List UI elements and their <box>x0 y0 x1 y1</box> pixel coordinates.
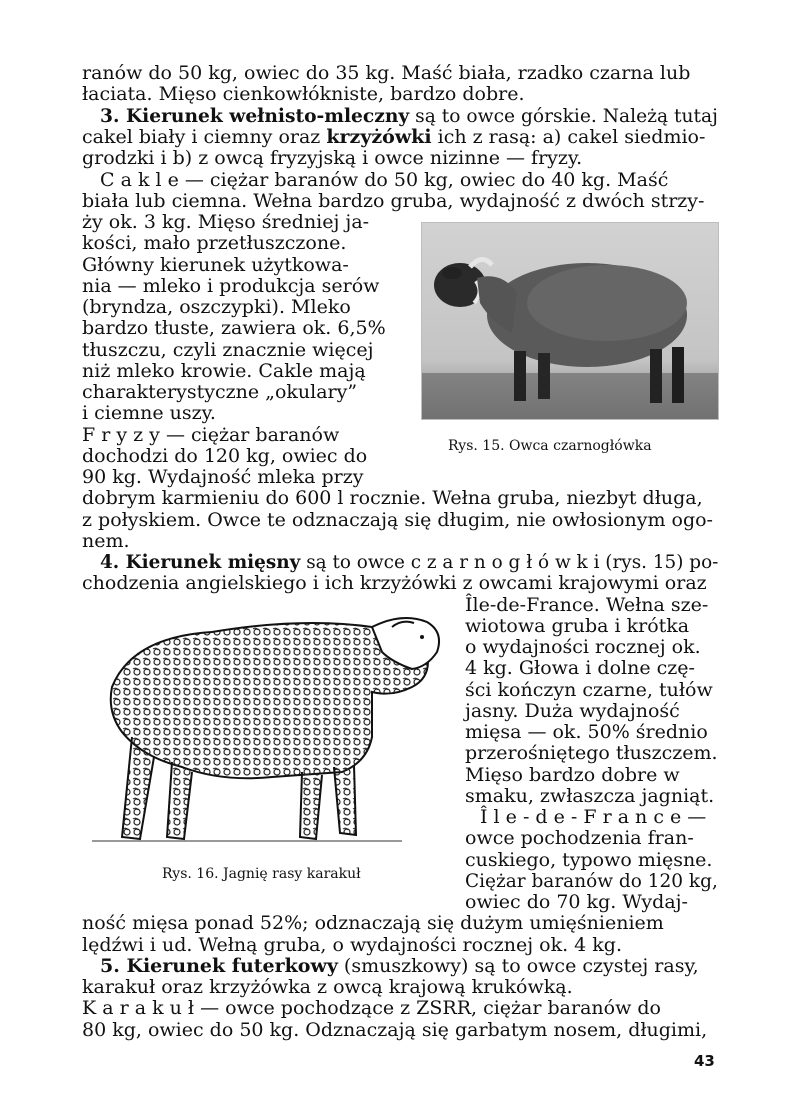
text-line <box>82 255 349 277</box>
text-line <box>465 595 708 617</box>
text-line <box>82 297 351 319</box>
text-line <box>82 212 369 234</box>
text-span: niż mleko krowie. Cakle mają <box>82 360 366 382</box>
text-span: cakel biały i ciemny oraz <box>82 126 327 148</box>
text-span: owce pochodzenia fran- <box>465 827 694 849</box>
figure-16-drawing <box>72 597 452 849</box>
text-line <box>82 233 346 255</box>
text-span: charakterystyczne „okulary” <box>82 381 358 403</box>
text-span: biała lub ciemna. Wełna bardzo gruba, wydajność z dwóch strzy- <box>82 190 705 212</box>
text-span: owiec do 70 kg. Wydaj- <box>465 891 688 913</box>
text-span: K a r a k u ł — owce pochodzące z ZSRR, ciężar baranów do <box>82 997 661 1019</box>
text-span: nem. <box>82 530 130 552</box>
bold-heading-text: 3. Kierunek wełnisto-mleczny <box>100 105 410 127</box>
text-span: F r y z y — ciężar baranów <box>82 424 340 446</box>
text-line <box>82 998 661 1020</box>
text-line <box>82 382 357 404</box>
text-span: smaku, zwłaszcza jagniąt. <box>465 785 715 807</box>
text-line <box>82 84 524 106</box>
text-span: ści kończyn czarne, tułów <box>465 679 713 701</box>
text-line <box>82 935 622 957</box>
text-span: ność mięsa ponad 52%; odznaczają się dużym umięśnieniem <box>82 912 664 934</box>
text-line <box>82 467 364 489</box>
text-span: lędźwi i ud. Wełną gruba, o wydajności rocznej ok. 4 kg. <box>82 934 623 956</box>
text-span: chodzenia angielskiego i ich krzyżówki z owcami krajowymi oraz <box>82 572 707 594</box>
text-span: ży ok. 3 kg. Mięso średniej ja- <box>82 211 370 233</box>
text-line <box>82 425 339 447</box>
text-line <box>465 871 718 893</box>
sheep-photo-image <box>422 223 718 419</box>
text-span: kości, mało przetłuszczone. <box>82 232 347 254</box>
text-span: (bryndza, oszczypki). Mleko <box>82 296 351 318</box>
text-line <box>82 573 707 595</box>
text-span: karakuł oraz krzyżówka z owcą krajową krukówką. <box>82 976 573 998</box>
text-line <box>465 658 695 680</box>
text-span: są to owce c z a r n o g ł ó w k i (rys. 15) po- <box>300 551 719 573</box>
text-line <box>465 828 694 850</box>
text-line <box>82 977 573 999</box>
bold-heading-text: 4. Kierunek mięsny <box>100 551 301 573</box>
text-span: 4 kg. Głowa i dolne czę- <box>465 657 695 679</box>
text-line <box>82 913 664 935</box>
text-line <box>82 63 690 85</box>
lamb-drawing-image <box>72 597 452 849</box>
text-span: mięsa — ok. 50% średnio <box>465 721 708 743</box>
text-line <box>100 170 668 192</box>
text-line <box>82 361 366 383</box>
text-span: dochodzi do 120 kg, owiec do <box>82 445 368 467</box>
text-line <box>465 850 712 872</box>
text-line <box>82 276 379 298</box>
text-line <box>465 786 714 808</box>
text-line <box>465 722 708 744</box>
text-span: bardzo tłuste, zawiera ok. 6,5% <box>82 317 386 339</box>
text-span: Ciężar baranów do 120 kg, <box>465 870 718 892</box>
figure-15-caption: Rys. 15. Owca czarnogłówka <box>448 438 652 454</box>
text-span: nia — mleko i produkcja serów <box>82 275 380 297</box>
text-span: 90 kg. Wydajność mleka przy <box>82 466 364 488</box>
text-line <box>82 318 386 340</box>
text-line <box>100 106 718 128</box>
text-span: grodzki i b) z owcą fryzyjską i owce nizinne — fryzy. <box>82 147 583 169</box>
text-span: tłuszczu, czyli znacznie więcej <box>82 339 374 361</box>
text-line <box>82 531 130 553</box>
text-span: ich z rasą: a) cakel siedmio- <box>431 126 706 148</box>
text-line <box>82 148 582 170</box>
text-line <box>82 1020 707 1042</box>
text-line <box>465 701 680 723</box>
text-line <box>480 807 706 829</box>
text-line <box>82 403 216 425</box>
text-span: cuskiego, typowo mięsne. <box>465 849 713 871</box>
text-span: C a k l e — ciężar baranów do 50 kg, owiec do 40 kg. Maść <box>100 169 669 191</box>
text-span: Île-de-France. Wełna sze- <box>465 594 709 616</box>
text-line <box>100 956 699 978</box>
text-span: (smuszkowy) są to owce czystej rasy, <box>337 955 699 977</box>
text-line <box>82 127 705 149</box>
text-span: i ciemne uszy. <box>82 402 216 424</box>
text-line <box>465 765 680 787</box>
page-number: 43 <box>694 1052 715 1070</box>
text-span: Î l e - d e - F r a n c e — <box>480 806 707 828</box>
text-span: przerośniętego tłuszczem. <box>465 742 718 764</box>
text-span: z połyskiem. Owce te odznaczają się długim, nie owłosionym ogo- <box>82 509 713 531</box>
text-line <box>82 488 703 510</box>
text-span: są to owce górskie. Należą tutaj <box>409 105 718 127</box>
text-span: dobrym karmieniu do 600 l rocznie. Wełna gruba, niezbyt długa, <box>82 487 703 509</box>
text-line <box>100 552 718 574</box>
text-line <box>465 616 689 638</box>
text-line <box>465 743 718 765</box>
text-line <box>82 510 713 532</box>
text-span: o wydajności rocznej ok. <box>465 636 701 658</box>
text-line <box>82 446 367 468</box>
text-line <box>465 680 713 702</box>
bold-heading-text: 5. Kierunek futerkowy <box>100 955 338 977</box>
text-span: 80 kg, owiec do 50 kg. Odznaczają się garbatym nosem, długimi, <box>82 1019 708 1041</box>
text-span: Główny kierunek użytkowa- <box>82 254 349 276</box>
text-line <box>465 637 701 659</box>
text-line <box>82 340 374 362</box>
text-span: Mięso bardzo dobre w <box>465 764 680 786</box>
text-line <box>465 892 688 914</box>
figure-16-caption: Rys. 16. Jagnię rasy karakuł <box>162 866 361 882</box>
text-span: ranów do 50 kg, owiec do 35 kg. Maść biała, rzadko czarna lub <box>82 62 691 84</box>
bold-heading-text: krzyżówki <box>326 126 432 148</box>
text-span: jasny. Duża wydajność <box>465 700 680 722</box>
figure-15-photo <box>421 222 719 420</box>
text-span: łaciata. Mięso cienkowłókniste, bardzo dobre. <box>82 83 525 105</box>
text-line <box>82 191 704 213</box>
text-span: wiotowa gruba i krótka <box>465 615 690 637</box>
